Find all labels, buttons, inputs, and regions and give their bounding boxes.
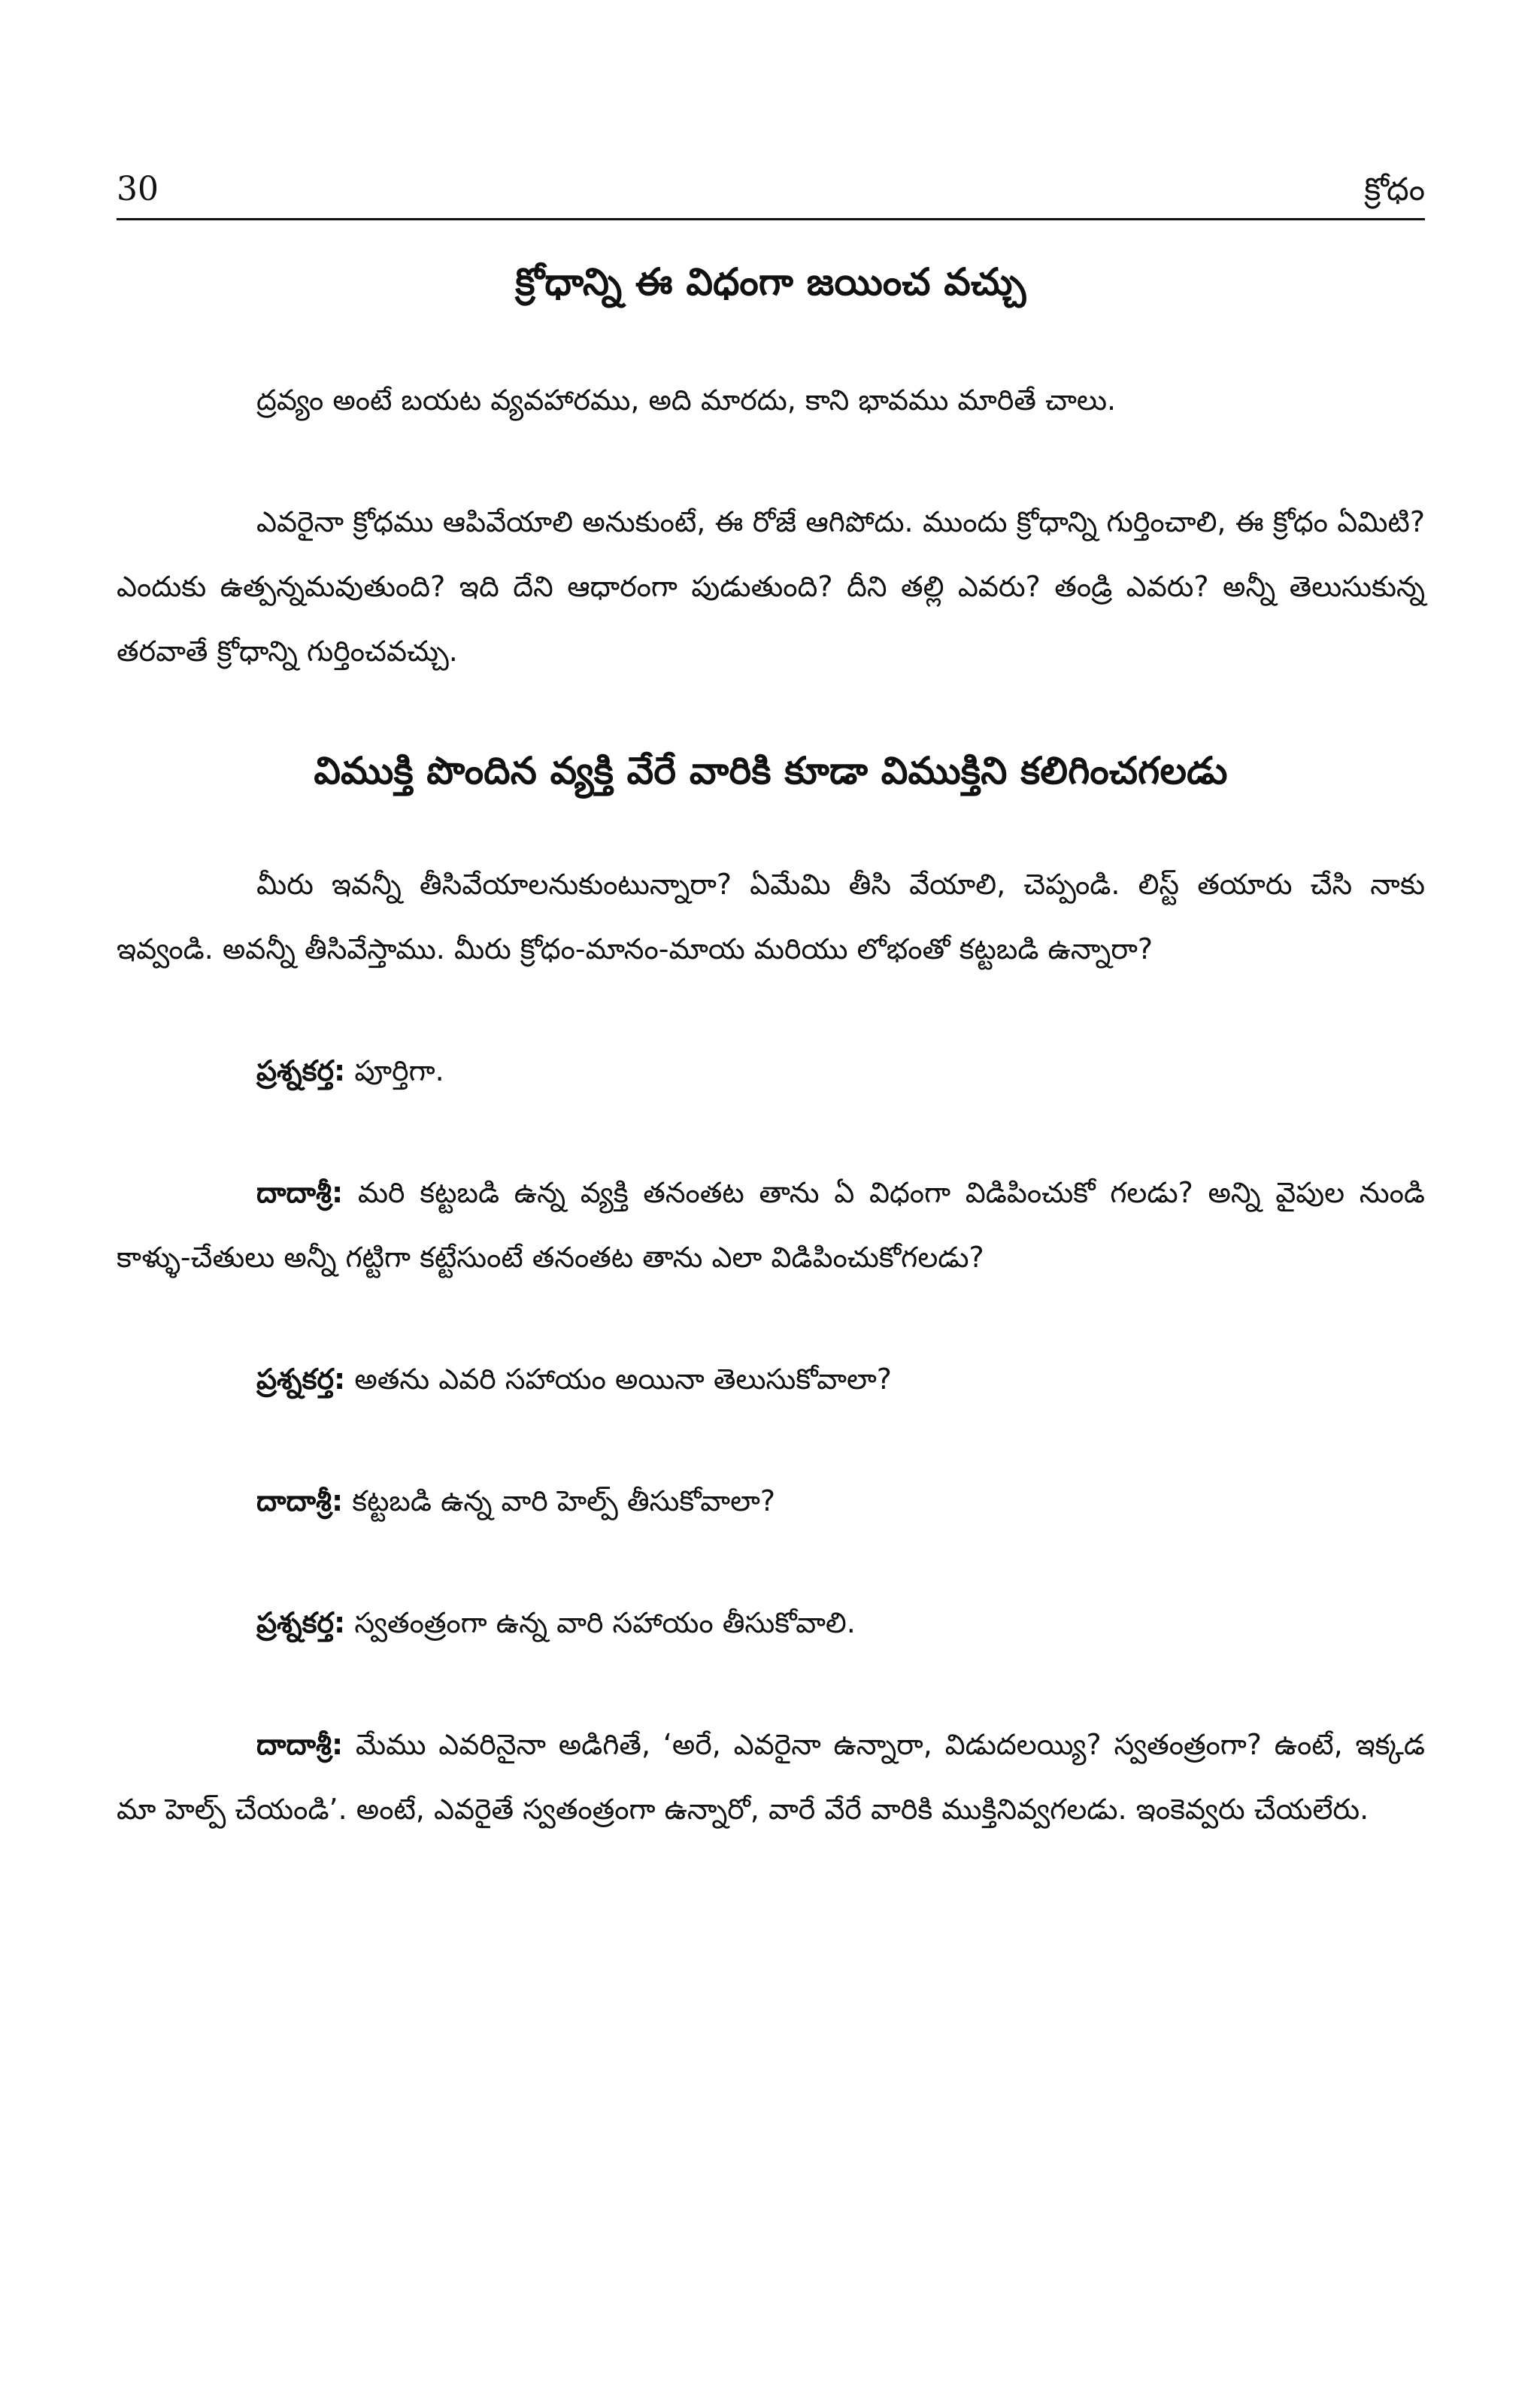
page-header xyxy=(117,158,1425,220)
running-title: క్రోధం xyxy=(1364,171,1425,208)
speaker-label: దాదాశ్రీ: xyxy=(256,1484,344,1517)
dialogue-text: కట్టబడి ఉన్న వారి హెల్ప్ తీసుకోవాలా? xyxy=(352,1484,776,1517)
dialogue-text: అతను ఎవరి సహాయం అయినా తెలుసుకోవాలా? xyxy=(354,1363,892,1396)
dialogue-line xyxy=(117,1038,1425,1103)
page-body xyxy=(117,252,1425,1899)
dialogue-line xyxy=(117,1590,1425,1655)
dialogue-line xyxy=(117,1160,1425,1290)
speaker-label: ప్రశ్నకర్త: xyxy=(256,1606,346,1639)
speaker-label: ప్రశ్నకర్త: xyxy=(256,1363,346,1396)
dialogue-text: మేము ఎవరినైనా అడిగితే, ‘అరే, ఎవరైనా ఉన్నారా, విడుదలయ్యి? స్వతంత్రంగా? ఉంటే, ఇక్కడ మా హెల్ప్ చేయండి’. అంటే, ఎవరైతే స్వతంత్రంగా ఉన్నారో, వారే వేరే వారికి ముక్తినివ్వగలడు. ఇంకెవ్వరు చేయలేరు. xyxy=(117,1728,1425,1826)
dialogue-line xyxy=(117,1469,1425,1533)
paragraph: మీరు ఇవన్నీ తీసివేయాలనుకుంటున్నారా? ఏమేమి తీసి వేయాలి, చెప్పండి. లిస్ట్ తయారు చేసి నాకు ఇవ్వండి. అవన్నీ తీసివేస్తాము. మీరు క్రోధం-మానం-మాయ మరియు లోభంతో కట్టబడి ఉన్నారా? xyxy=(117,868,1425,966)
paragraph: ఎవరైనా క్రోధము ఆపివేయాలి అనుకుంటే, ఈ రోజే ఆగిపోదు. ముందు క్రోధాన్ని గుర్తించాలి, ఈ క్రోధం ఏమిటి? ఎందుకు ఉత్పన్నమవుతుంది? ఇది దేని ఆధారంగా పుడుతుంది? దీని తల్లి ఎవరు? తండ్రి ఎవరు? అన్నీ తెలుసుకున్న తరవాతే క్రోధాన్ని గుర్తించవచ్చు. xyxy=(117,505,1425,668)
speaker-label: ప్రశ్నకర్త: xyxy=(256,1054,346,1087)
dialogue-text: స్వతంత్రంగా ఉన్న వారి సహాయం తీసుకోవాలి. xyxy=(354,1606,856,1639)
section-heading-1: క్రోధాన్ని ఈ విధంగా జయించ వచ్చు xyxy=(515,260,1026,304)
dialogue-text: మరి కట్టబడి ఉన్న వ్యక్తి తనంతట తాను ఏ విధంగా విడిపించుకో గలడు? అన్ని వైపుల నుండి కాళ్ళు-చేతులు అన్నీ గట్టిగా కట్టేసుంటే తనంతట తాను ఎలా విడిపించుకోగలడు? xyxy=(117,1176,1425,1274)
dialogue-text: పూర్తిగా. xyxy=(354,1054,444,1087)
dialogue-line xyxy=(117,1712,1425,1842)
section-heading-2: విముక్తి పొందిన వ్యక్తి వేరే వారికి కూడా విముక్తిని కలిగించగలడు xyxy=(314,749,1228,793)
speaker-label: దాదాశ్రీ: xyxy=(256,1728,344,1761)
page-number: 30 xyxy=(117,170,159,208)
speaker-label: దాదాశ్రీ: xyxy=(256,1176,344,1209)
dialogue-line xyxy=(117,1347,1425,1411)
paragraph: ద్రవ్యం అంటే బయట వ్యవహారము, అది మారదు, కాని భావము మారితే చాలు. xyxy=(256,383,1117,417)
